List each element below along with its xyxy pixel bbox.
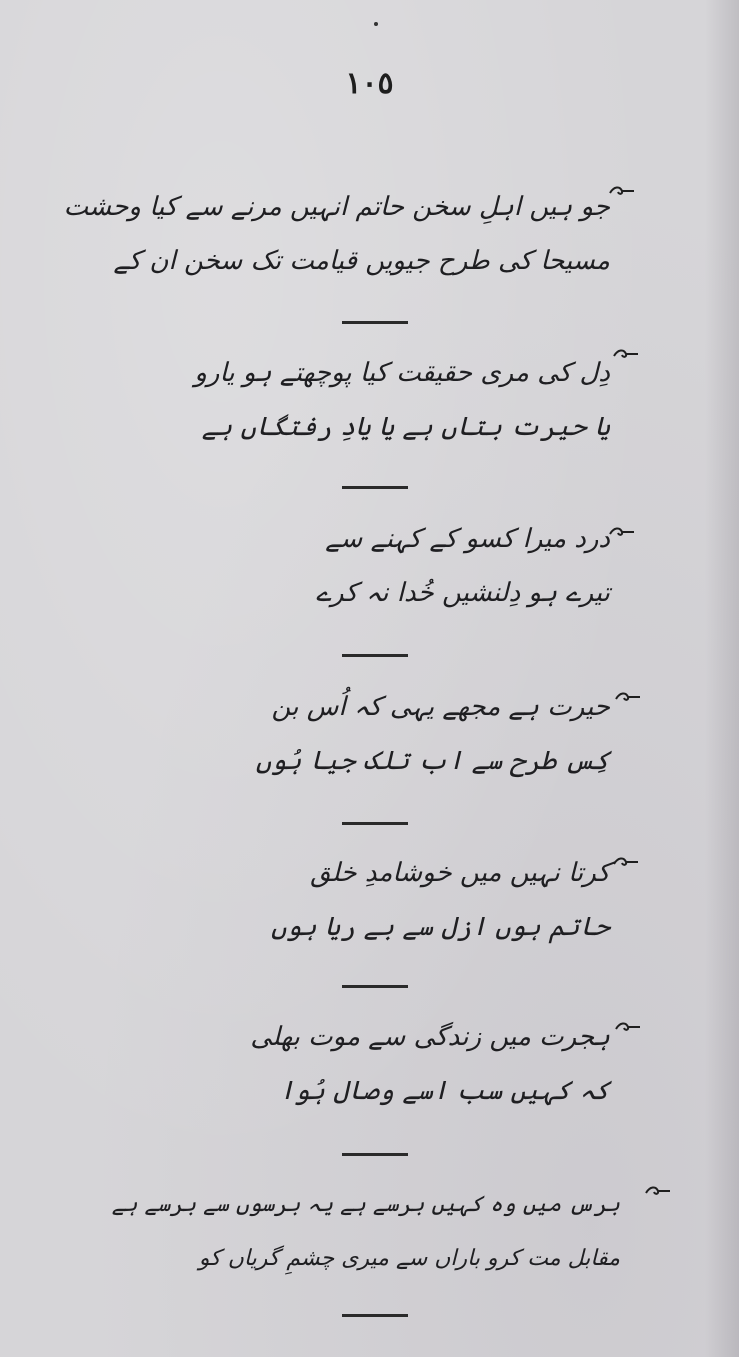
couplet-2-line-1: دِل کی مری حقیقت کیا پوچھتے ہو یارو xyxy=(194,358,610,388)
couplet-1-line-1: جو ہیں اہلِ سخن حاتم انہیں مرنے سے کیا وحشت xyxy=(63,192,610,222)
divider xyxy=(342,822,408,825)
couplet-marker-icon xyxy=(614,1020,642,1034)
couplet-5-line-2: حاتم ہوں ازل سے بے ریا ہوں xyxy=(270,912,610,942)
couplet-6-line-1: ہجرت میں زندگی سے موت بھلی xyxy=(250,1022,610,1052)
couplet-2-line-2: یا حیرت بتاں ہے یا یادِ رفتگاں ہے xyxy=(201,412,610,442)
couplet-marker-icon xyxy=(608,184,636,198)
couplet-marker-icon xyxy=(644,1184,672,1198)
ink-dot xyxy=(374,22,378,26)
couplet-7-line-2: مقابل مت کرو باراں سے میری چشمِ گریاں کو xyxy=(198,1246,620,1271)
couplet-4-line-1: حیرت ہے مجھے یہی کہ اُس بن xyxy=(271,692,610,722)
couplet-2 xyxy=(150,346,610,454)
couplet-7-line-1: برس میں وہ کہیں برسے ہے یہ برسوں سے برسے ہے xyxy=(111,1192,620,1217)
couplet-marker-icon xyxy=(612,347,640,361)
couplet-3-line-2: تیرے ہو دِلنشیں خُدا نہ کرے xyxy=(315,578,610,608)
divider xyxy=(342,321,408,324)
couplet-5 xyxy=(150,846,610,954)
couplet-4 xyxy=(150,680,610,788)
couplet-marker-icon xyxy=(612,855,640,869)
page-number: ١٠٥ xyxy=(345,66,394,101)
couplet-7 xyxy=(111,1178,620,1286)
page-spine-shadow xyxy=(705,0,739,1357)
couplet-5-line-1: کرتا نہیں میں خوشامدِ خلق xyxy=(310,858,610,888)
couplet-marker-icon xyxy=(608,525,636,539)
couplet-1-line-2: مسیحا کی طرح جیویں قیامت تک سخن ان کے xyxy=(113,246,610,276)
divider xyxy=(342,985,408,988)
divider xyxy=(342,486,408,489)
divider xyxy=(342,1153,408,1156)
couplet-marker-icon xyxy=(614,690,642,704)
couplet-4-line-2: کِس طرح سے اب تلک جیا ہُوں xyxy=(255,746,610,776)
couplet-6-line-2: کہ کہیں سب اسے وصال ہُوا xyxy=(279,1076,610,1106)
couplet-3-line-1: درد میرا کسو کے کہنے سے xyxy=(325,524,610,554)
couplet-1 xyxy=(63,180,610,288)
couplet-3 xyxy=(150,512,610,620)
couplet-6 xyxy=(150,1010,610,1118)
divider xyxy=(342,1314,408,1317)
divider xyxy=(342,654,408,657)
